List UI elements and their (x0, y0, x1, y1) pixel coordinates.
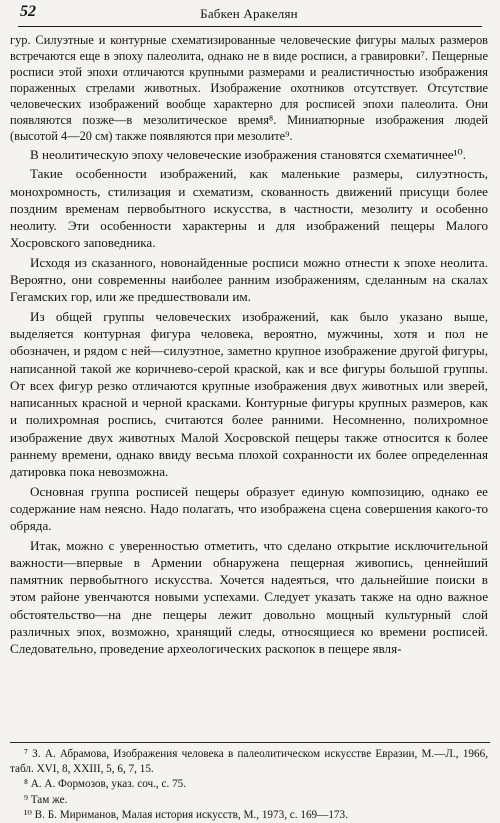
paragraph: В неолитическую эпоху человеческие изображения становятся схематичнее¹⁰. (30, 147, 467, 162)
page-header (10, 0, 488, 26)
paragraph: Из общей группы человеческих изображений, как было указано выше, выделяется контурная фигура человека, вероятно, мужчины, хотя и пол не обозначен, и рядом с ней—силуэтное, заметно крупное изображение другой фигуры, написанной такой же коричнево-серой краской, как и все фигуры большой группы. От всех фигур резко отличаются крупные изображения двух животных или зверей, написанных красной и черной красками. Контурные фигуры крупных размеров, как и полихромная роспись, считаются более ранними. Несомненно, полихромное изображение двух животных Малой Хосровской пещеры также относится к более раннему времени, однако ввиду весьма плохой сохранности их более определенная датировка пока невозможна. (10, 308, 488, 480)
footnote: ⁸ А. А. Формозов, указ. соч., с. 75. (24, 778, 187, 791)
footnote: ⁷ З. А. Абрамова, Изображения человека в палеолитическом искусстве Евразии, М.—Л., 1966, табл. XVI, 8, XXIII, 5, 6, 7, 15. (10, 748, 488, 776)
paragraph: Исходя из сказанного, новонайденные росписи можно отнести к эпохе неолита. Вероятно, они современны наиболее ранним изображениям, сделанным на скалах Гегамских гор, или же предшествовали им. (10, 254, 488, 305)
footnote: ¹⁰ В. Б. Мириманов, Малая история искусств, М., 1973, с. 169—173. (24, 808, 348, 821)
paragraph: Такие особенности изображений, как маленькие размеры, силуэтность, монохромность, стилизация и схематизм, скованность движений присущи более поздним временам первобытного искусства, в частности, мезолиту и особенно неолиту. Эти особенности характерны и для изображений пещеры Малого Хосровского заповедника. (10, 166, 488, 251)
paragraph: Итак, можно с уверенностью отметить, что сделано открытие исключительной важности—впервые в Армении обнаружена пещерная живопись, ценнейший памятник первобытного искусства. Хочется надеяться, что дальнейшие поиски в этом районе увенчаются новыми успехами. Следует указать также на одно важное обстоятельство—на дне пещеры лежит довольно мощный культурный слой различных эпох, возможно, хранящий следы, относящиеся ко времени росписей. Следовательно, проведение археологических раскопок в пещере явля- (10, 537, 488, 657)
footnote: ⁹ Там же. (24, 793, 68, 806)
paragraph: Основная группа росписей пещеры образует единую композицию, однако ее содержание нам неясно. Надо полагать, что изображена сцена совершения какого-то обряда. (10, 483, 488, 534)
running-head: Бабкен Аракелян (200, 6, 298, 21)
main-text (10, 26, 488, 658)
paragraph: гур. Силуэтные и контурные схематизированные человеческие фигуры малых размеров встречаются еще в эпоху палеолита, однако не в виде росписи, а гравировки⁷. Пещерные росписи этой эпохи отличаются крупными размерами и реалистичностью изображения пораженных стрелами животных. Изображение охотников отсутствует. Отсутствие человеческих изображений вообще характерно для росписей эпохи палеолита. Они появляются позже—в мезолитическое время⁸. Миниатюрные изображения людей (высотой 4—20 см) также появляются при мезолите⁹. (10, 33, 488, 143)
footnote-rule (10, 742, 490, 743)
header-rule (18, 26, 482, 27)
footnotes (10, 742, 488, 823)
page-number: 52 (20, 3, 36, 20)
